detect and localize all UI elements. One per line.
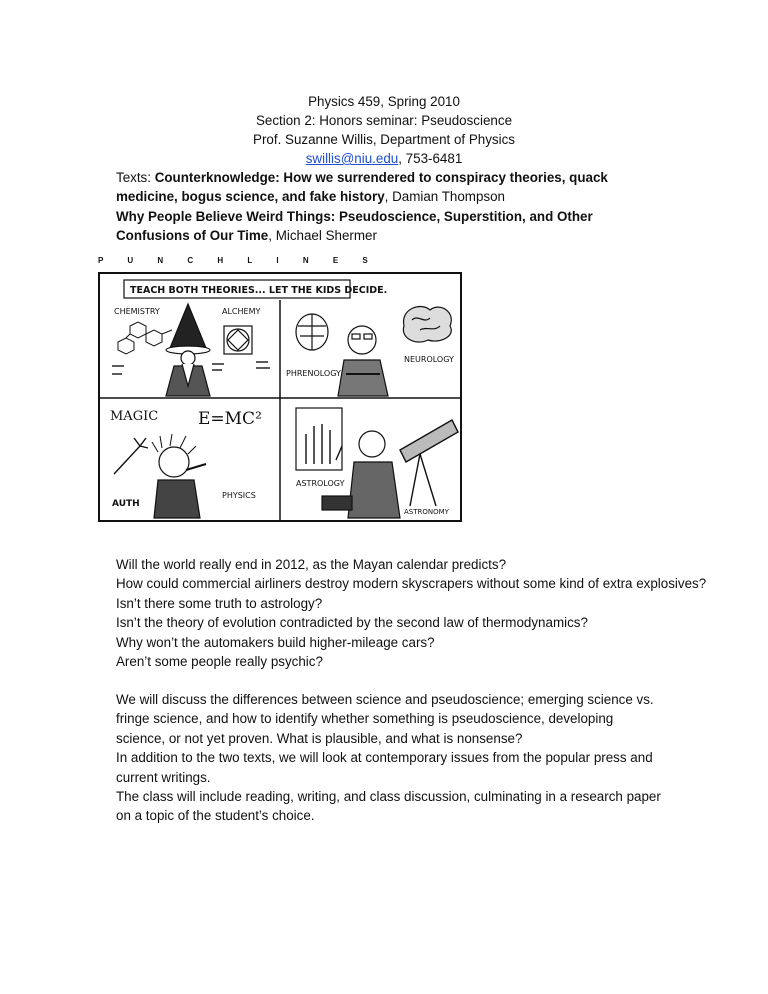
question-item: Isn’t the theory of evolution contradicted by the second law of thermodynamics?: [116, 615, 588, 631]
section-title: Section 2: Honors seminar: Pseudoscience: [255, 113, 513, 128]
book2-title: Why People Believe Weird Things: Pseudoscience, Superstition, and Other Confusions of Our Time: [116, 208, 593, 244]
brain-drawing: [403, 307, 451, 343]
wand-drawing: [114, 438, 148, 474]
question-item: Why won’t the automakers build higher-mileage cars?: [116, 634, 435, 650]
texts-label: Texts:: [116, 170, 155, 185]
contact-line: [0, 149, 768, 168]
banner-text: TEACH BOTH THEORIES... LET THE KIDS DECIDE.: [130, 285, 388, 296]
question-item: Aren’t some people really psychic?: [116, 654, 323, 670]
book1-author: , Damian Thompson: [384, 189, 505, 205]
description-block: [116, 690, 661, 826]
label-chemistry: CHEMISTRY: [114, 307, 160, 316]
label-physics: PHYSICS: [222, 491, 256, 500]
label-alchemy: ALCHEMY: [222, 307, 261, 316]
question-item: How could commercial airliners destroy modern skyscrapers without some kind of extra explosives?: [116, 576, 707, 592]
paragraph: We will discuss the differences between science and pseudoscience; emerging science vs. fringe science, and how to identify whether something is pseudoscience, developing science, or not yet proven. What is plausible, and what is nonsense?: [116, 692, 654, 746]
signature: AUTH: [112, 499, 140, 509]
book2-author: , Michael Shermer: [268, 228, 377, 244]
palm-chart: [296, 408, 342, 470]
telescope-drawing: [400, 420, 458, 506]
question-item: Isn’t there some truth to astrology?: [116, 595, 323, 611]
einstein-drawing: [152, 434, 206, 518]
book1-title: Counterknowledge: How we surrendered to conspiracy theories, quack medicine, bogus science, and fake history: [116, 170, 608, 205]
instructor-line: Prof. Suzanne Willis, Department of Physics: [253, 132, 515, 147]
question-item: Will the world really end in 2012, as the Mayan calendar predicts?: [116, 557, 507, 572]
punchlines-cartoon: [98, 256, 478, 540]
course-title: Physics 459, Spring 2010: [308, 94, 460, 109]
email-link[interactable]: swillis@niu.edu: [305, 151, 399, 166]
wizard-drawing: [166, 304, 210, 396]
phrenology-head: [296, 314, 328, 350]
alchemy-symbol: [224, 326, 252, 354]
label-astronomy: ASTRONOMY: [404, 508, 449, 516]
label-phrenology: PHRENOLOGY: [286, 369, 341, 378]
cartoon-heading: P U N C H L I N E S: [98, 256, 379, 265]
paragraph: The class will include reading, writing, and class discussion, culminating in a research paper on a topic of the student’s choice.: [116, 789, 661, 824]
cartoon-drawing: [100, 274, 460, 520]
paragraph: In addition to the two texts, we will look at contemporary issues from the popular press and current writings.: [116, 750, 653, 785]
cartoon-frame: [98, 272, 462, 522]
questions-list: [116, 555, 716, 671]
label-neurology: NEUROLOGY: [404, 355, 454, 364]
texts-block: [116, 168, 661, 246]
molecule-drawing: [118, 322, 172, 354]
phone-number: , 753-6481: [398, 151, 463, 166]
label-magic: MAGIC: [110, 409, 159, 424]
label-astrology: ASTROLOGY: [296, 479, 345, 488]
label-emc: E=MC²: [198, 409, 262, 429]
professor-drawing: [338, 326, 388, 396]
